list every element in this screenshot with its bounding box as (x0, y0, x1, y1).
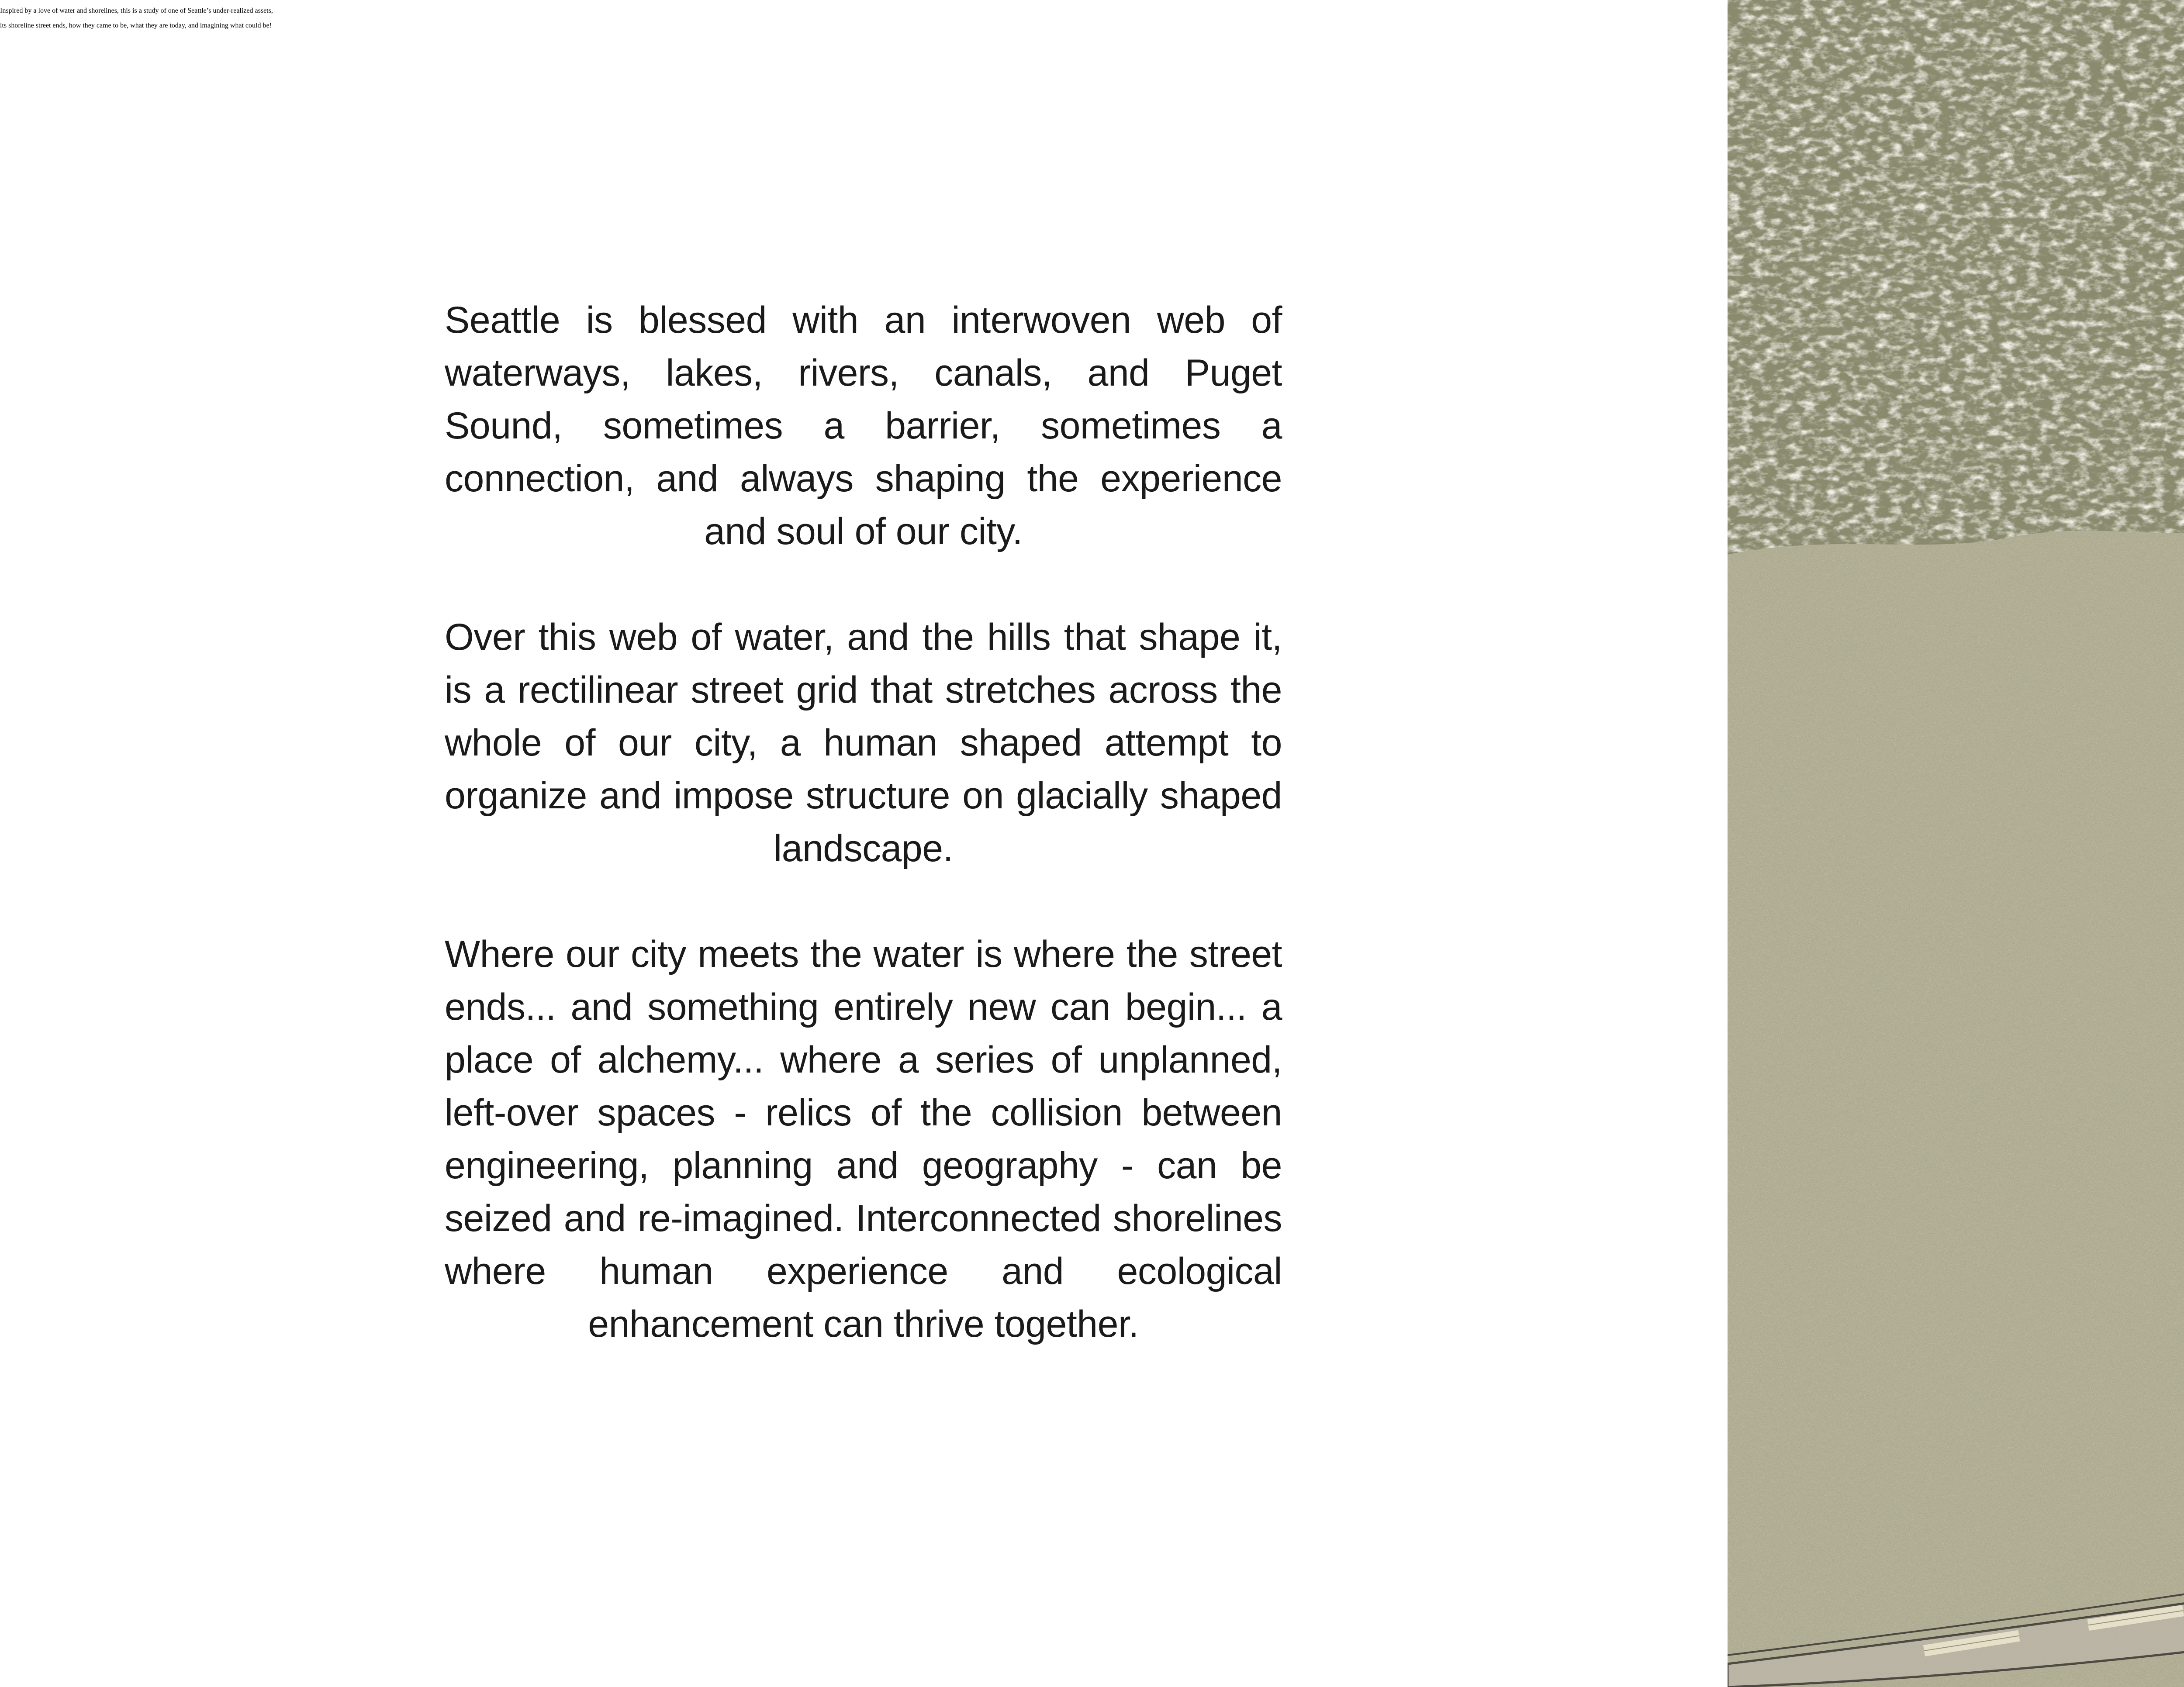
closing-statement-line-1: Inspired by a love of water and shorelines, this is a study of one of Seattle’s under-realized assets, (0, 7, 273, 14)
intro-paragraph-street-grid: Over this web of water, and the hills that shape it, is a rectilinear street grid that stretches across the whole of our city, a human shaped attempt to organize and impose structure on glacially shaped landscape. (445, 616, 1282, 869)
closing-statement-line-2: its shoreline street ends, how they came to be, what they are today, and imagining what could be! (0, 22, 272, 29)
intro-paragraph-street-ends: Where our city meets the water is where the street ends... and something entirely new can begin... a place of alchemy... where a series of unplanned, left-over spaces - relics of the collision between engineering, planning and geography - can be seized and re-imagined. Interconnected shorelines where human experience and ecological enhancement can thrive together. (445, 933, 1282, 1345)
shoreline-photo (1728, 0, 2184, 1687)
surf-foam (1728, 0, 2184, 568)
right-page (1728, 0, 2184, 1687)
intro-paragraph-waterways: Seattle is blessed with an interwoven web of waterways, lakes, rivers, canals, and Puget Sound, sometimes a barrier, sometimes a connection, and always shaping the experience and soul of our city. (445, 299, 1282, 552)
